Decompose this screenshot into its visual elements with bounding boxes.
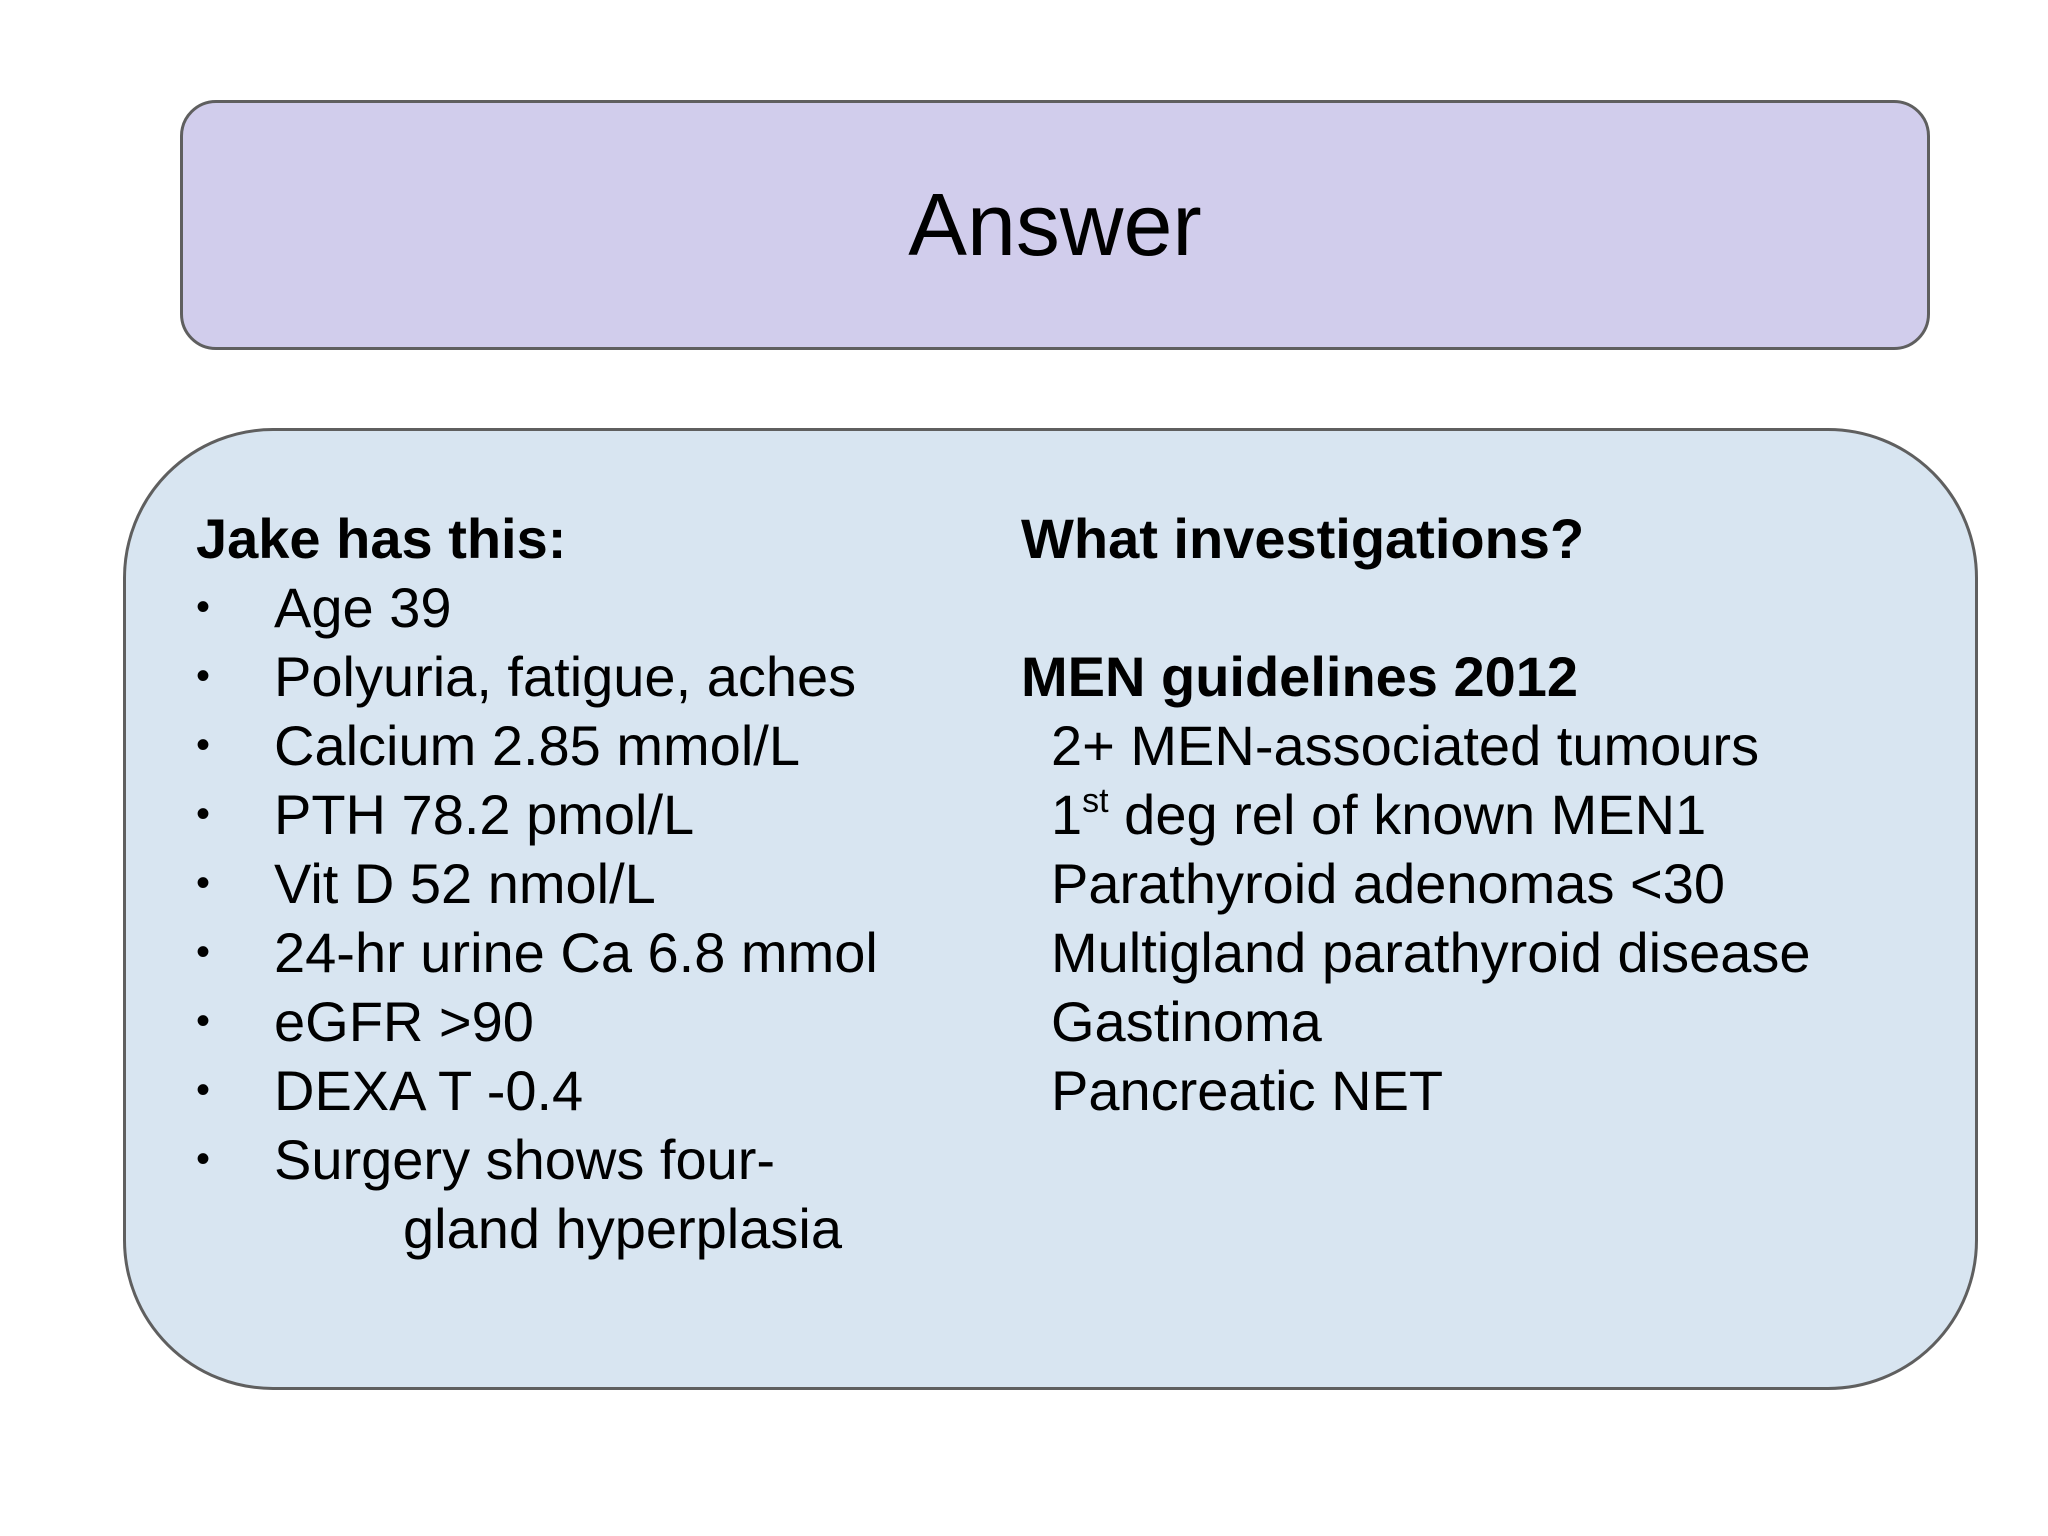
bullet-icon: • xyxy=(196,999,211,1043)
bullet-icon: • xyxy=(196,930,211,974)
criteria-text: deg rel of known MEN1 xyxy=(1108,783,1707,846)
finding-item xyxy=(196,573,976,642)
title-box xyxy=(180,100,1930,350)
slide-title: Answer xyxy=(908,175,1202,274)
finding-item xyxy=(196,849,976,918)
patient-findings-column xyxy=(196,504,976,1263)
criteria-item: 2+ MEN-associated tumours xyxy=(1051,714,1760,777)
finding-item xyxy=(196,918,976,987)
criteria-item: Multigland parathyroid disease xyxy=(1051,921,1811,984)
spacer xyxy=(1021,573,1901,642)
finding-text: Polyuria, fatigue, aches xyxy=(274,645,857,708)
finding-continuation: gland hyperplasia xyxy=(403,1197,842,1260)
criteria-item xyxy=(1021,780,1901,849)
bullet-icon: • xyxy=(196,792,211,836)
finding-text: Calcium 2.85 mmol/L xyxy=(274,714,800,777)
finding-text: eGFR >90 xyxy=(274,990,534,1053)
finding-item xyxy=(196,1125,976,1194)
findings-heading: Jake has this: xyxy=(196,507,567,570)
criteria-item: Parathyroid adenomas <30 xyxy=(1051,852,1725,915)
investigations-column xyxy=(1021,504,1901,1125)
criteria-ordinal-suffix: st xyxy=(1082,782,1109,820)
bullet-icon: • xyxy=(196,654,211,698)
finding-text: Surgery shows four- xyxy=(274,1128,776,1191)
criteria-ordinal: 1 xyxy=(1051,783,1083,846)
finding-text: PTH 78.2 pmol/L xyxy=(274,783,695,846)
content-box xyxy=(123,428,1978,1390)
bullet-icon: • xyxy=(196,1137,211,1181)
finding-item xyxy=(196,642,976,711)
criteria-item: Pancreatic NET xyxy=(1051,1059,1444,1122)
criteria-item: Gastinoma xyxy=(1051,990,1322,1053)
finding-text: 24-hr urine Ca 6.8 mmol xyxy=(274,921,878,984)
guidelines-heading: MEN guidelines 2012 xyxy=(1021,645,1579,708)
bullet-icon: • xyxy=(196,585,211,629)
finding-text: Vit D 52 nmol/L xyxy=(274,852,656,915)
finding-item xyxy=(196,711,976,780)
bullet-icon: • xyxy=(196,861,211,905)
finding-text: DEXA T -0.4 xyxy=(274,1059,584,1122)
bullet-icon: • xyxy=(196,1068,211,1112)
finding-item xyxy=(196,1056,976,1125)
finding-item xyxy=(196,987,976,1056)
finding-item xyxy=(196,780,976,849)
investigations-question: What investigations? xyxy=(1021,507,1585,570)
bullet-icon: • xyxy=(196,723,211,767)
finding-text: Age 39 xyxy=(274,576,452,639)
